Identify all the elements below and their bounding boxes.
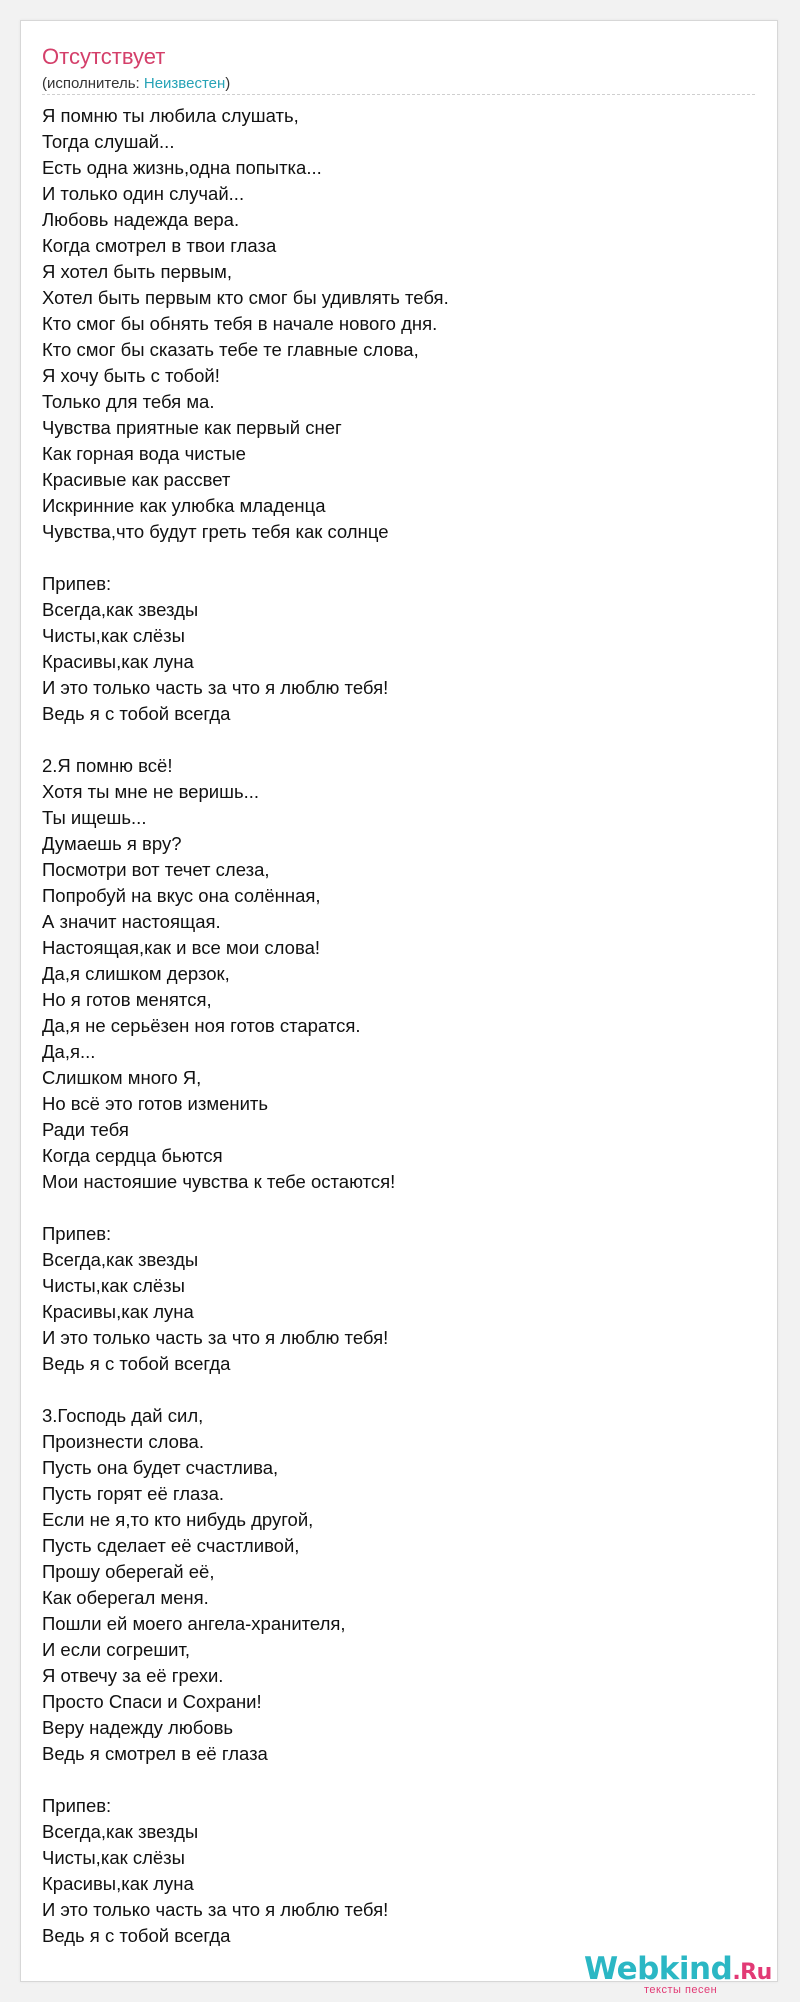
lyrics-line: Только для тебя ма.: [42, 391, 215, 412]
lyrics-line: Припев:: [42, 573, 112, 594]
lyrics-line: Просто Спаси и Сохрани!: [42, 1691, 262, 1712]
lyrics-line: Чувства,что будут греть тебя как солнце: [42, 521, 389, 542]
lyrics-text: [42, 103, 742, 1949]
lyrics-line: Я хотел быть первым,: [42, 261, 233, 282]
lyrics-line: Да,я слишком дерзок,: [42, 963, 230, 984]
lyrics-line: Тогда слушай...: [42, 131, 175, 152]
lyrics-line: Припев:: [42, 1223, 112, 1244]
lyrics-line: Чувства приятные как первый снег: [42, 417, 342, 438]
lyrics-line: Прошу оберегай её,: [42, 1561, 215, 1582]
lyrics-line: Ведь я смотрел в её глаза: [42, 1743, 268, 1764]
lyrics-line: И это только часть за что я люблю тебя!: [42, 677, 389, 698]
lyrics-line: Всегда,как звезды: [42, 1249, 199, 1270]
lyrics-line: И если согрешит,: [42, 1639, 191, 1660]
lyrics-line: Ведь я с тобой всегда: [42, 1353, 231, 1374]
lyrics-blank-line: [42, 1195, 742, 1221]
lyrics-line: Ведь я с тобой всегда: [42, 1925, 231, 1946]
lyrics-line: Но я готов менятся,: [42, 989, 212, 1010]
lyrics-line: Пусть горят её глаза.: [42, 1483, 225, 1504]
lyrics-line: Пусть она будет счастлива,: [42, 1457, 279, 1478]
lyrics-line: Когда сердца бьются: [42, 1145, 223, 1166]
lyrics-card: [20, 20, 778, 1996]
lyrics-line: А значит настоящая.: [42, 911, 221, 932]
song-title: Отсутствует: [42, 44, 166, 69]
lyrics-line: Чисты,как слёзы: [42, 1847, 185, 1868]
lyrics-line: Веру надежду любовь: [42, 1717, 234, 1738]
lyrics-line: Всегда,как звезды: [42, 599, 199, 620]
lyrics-line: Как оберегал меня.: [42, 1587, 209, 1608]
lyrics-line: Но всё это готов изменить: [42, 1093, 269, 1114]
lyrics-line: Красивы,как луна: [42, 1301, 194, 1322]
lyrics-line: Припев:: [42, 1795, 112, 1816]
logo-name: Webkind: [584, 1951, 733, 1987]
lyrics-line: Произнести слова.: [42, 1431, 204, 1452]
lyrics-line: Попробуй на вкус она солённая,: [42, 885, 321, 906]
lyrics-line: Хотя ты мне не веришь...: [42, 781, 259, 802]
logo-tld: .Ru: [732, 1960, 772, 1985]
lyrics-line: И это только часть за что я люблю тебя!: [42, 1327, 389, 1348]
lyrics-line: Я отвечу за её грехи.: [42, 1665, 224, 1686]
lyrics-line: Если не я,то кто нибудь другой,: [42, 1509, 314, 1530]
lyrics-line: Ты ищешь...: [42, 807, 147, 828]
lyrics-line: Чисты,как слёзы: [42, 1275, 185, 1296]
lyrics-line: Ради тебя: [42, 1119, 129, 1140]
lyrics-line: Ведь я с тобой всегда: [42, 703, 231, 724]
lyrics-line: Когда смотрел в твои глаза: [42, 235, 277, 256]
lyrics-line: Есть одна жизнь,одна попытка...: [42, 157, 322, 178]
lyrics-blank-line: [42, 545, 742, 571]
logo-tagline: тексты песен: [644, 1984, 718, 1996]
webkind-logo: [584, 1951, 794, 1995]
lyrics-line: Думаешь я вру?: [42, 833, 182, 854]
lyrics-line: Да,я не серьёзен ноя готов старатся.: [42, 1015, 361, 1036]
lyrics-line: Посмотри вот течет слеза,: [42, 859, 270, 880]
lyrics-line: Красивые как рассвет: [42, 469, 231, 490]
lyrics-line: Пусть сделает её счастливой,: [42, 1535, 300, 1556]
lyrics-line: Да,я...: [42, 1041, 96, 1062]
lyrics-blank-line: [42, 727, 742, 753]
lyrics-line: Чисты,как слёзы: [42, 625, 185, 646]
lyrics-line: Как горная вода чистые: [42, 443, 246, 464]
lyrics-line: Кто смог бы сказать тебе те главные слова,: [42, 339, 419, 360]
lyrics-line: Кто смог бы обнять тебя в начале нового дня.: [42, 313, 438, 334]
lyrics-line: Хотел быть первым кто смог бы удивлять тебя.: [42, 287, 449, 308]
lyrics-line: И только один случай...: [42, 183, 245, 204]
lyrics-line: 2.Я помню всё!: [42, 755, 173, 776]
lyrics-line: Слишком много Я,: [42, 1067, 202, 1088]
lyrics-line: Красивы,как луна: [42, 651, 194, 672]
lyrics-line: Настоящая,как и все мои слова!: [42, 937, 321, 958]
artist-prefix: (исполнитель:: [42, 75, 144, 92]
lyrics-blank-line: [42, 1767, 742, 1793]
artist-suffix: ): [225, 75, 231, 92]
lyrics-line: Всегда,как звезды: [42, 1821, 199, 1842]
header-divider: [42, 94, 755, 95]
lyrics-line: Красивы,как луна: [42, 1873, 194, 1894]
artist-link[interactable]: Неизвестен: [143, 75, 226, 92]
lyrics-line: 3.Господь дай сил,: [42, 1405, 204, 1426]
lyrics-line: Я помню ты любила слушать,: [42, 105, 299, 126]
lyrics-line: Любовь надежда вера.: [42, 209, 240, 230]
lyrics-line: Мои настояшие чувства к тебе остаются!: [42, 1171, 396, 1192]
lyrics-blank-line: [42, 1377, 742, 1403]
lyrics-line: Я хочу быть с тобой!: [42, 365, 220, 386]
lyrics-line: Пошли ей моего ангела-хранителя,: [42, 1613, 346, 1634]
lyrics-line: Искринние как улюбка младенца: [42, 495, 326, 516]
lyrics-line: И это только часть за что я люблю тебя!: [42, 1899, 389, 1920]
artist-line: [42, 74, 230, 94]
